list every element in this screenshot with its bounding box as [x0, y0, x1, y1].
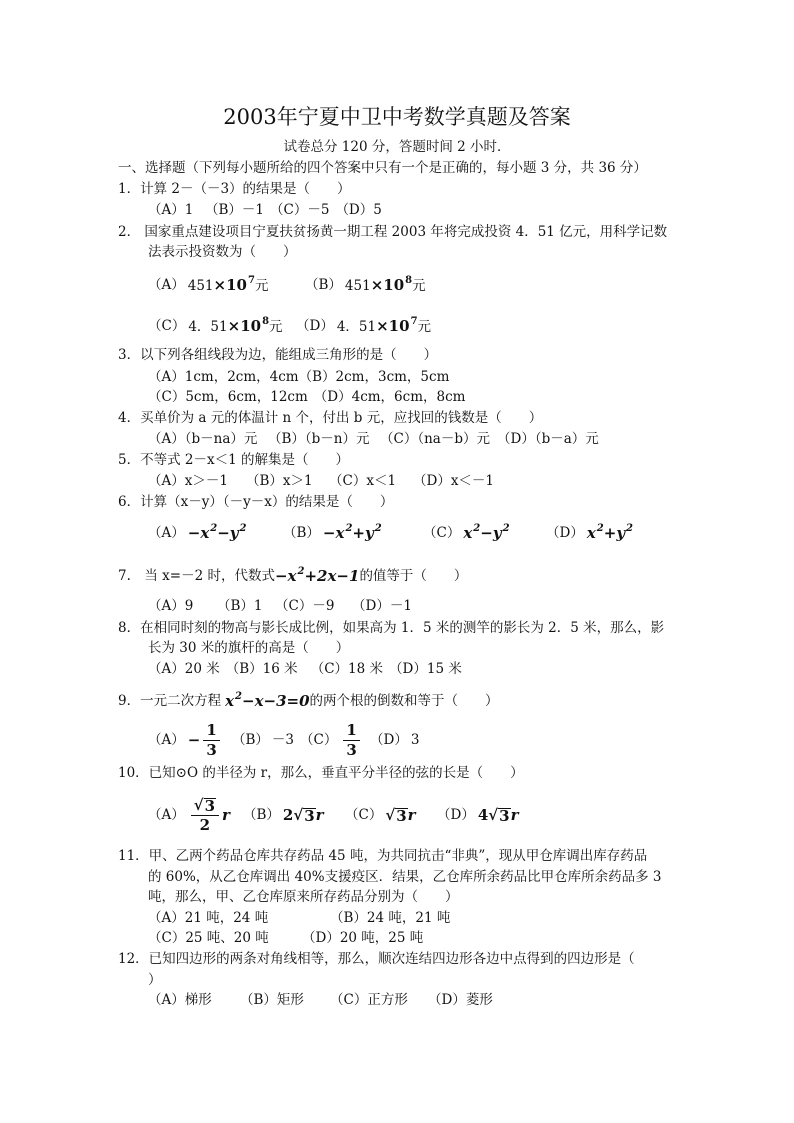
option-c [345, 806, 437, 824]
exponent: 8 [405, 274, 413, 286]
numerator: 1 [203, 722, 219, 741]
square-root [488, 806, 510, 824]
question-9-stem [118, 689, 499, 713]
term-2: +2x−1 [304, 566, 360, 585]
option-a: （A）梯形 [148, 992, 212, 1008]
question-10-options [0, 794, 794, 836]
option-label: （C） [423, 525, 461, 541]
option-a [148, 722, 232, 759]
question-2-stem-line-2: 法表示投资数为（ ） [148, 244, 297, 260]
exponent: 7 [410, 315, 418, 327]
unit: 元 [269, 318, 283, 335]
option-label: （B） [243, 807, 280, 823]
exponent: 2 [502, 522, 510, 534]
option-c: （C）25 吨、20 吨 [148, 930, 269, 946]
term-1: x [586, 523, 596, 542]
power-base: ×10 [213, 275, 247, 294]
question-11-stem-line-2: 的 60%，从乙仓库调出 40%支援疫区．结果，乙仓库所余药品比甲仓库所余药品多 3 [148, 869, 662, 885]
option-d [546, 523, 639, 544]
term-1: −x [322, 523, 345, 542]
option-b [232, 732, 300, 748]
option-label: （D） [296, 318, 334, 334]
term-1: −x [274, 566, 297, 585]
variable: r [510, 806, 519, 824]
square-root [293, 806, 315, 824]
option-expression [587, 523, 633, 544]
option-label: （D） [370, 732, 408, 748]
question-6-options [0, 520, 794, 546]
question-6-stem: 6．计算（x－y）（－y－x）的结果是（ ） [118, 494, 394, 510]
option-d: （D）x＜－1 [413, 473, 495, 489]
option-d: （D）20 吨，25 吨 [302, 930, 424, 946]
exponent: 2 [596, 522, 604, 534]
variable: r [315, 806, 324, 824]
exponent: 8 [262, 315, 270, 327]
term-1: x [463, 523, 473, 542]
option-c: （C）（na－b）元 [380, 431, 490, 447]
denominator: 3 [206, 740, 217, 759]
exponent: 2 [235, 690, 243, 702]
scientific-notation [345, 275, 426, 296]
option-label: （C） [148, 318, 186, 334]
unit: 元 [417, 318, 432, 335]
option-c: （C）x＜1 [329, 473, 397, 489]
algebraic-expression [275, 566, 359, 587]
term-2: +y [603, 523, 626, 542]
power-base: ×10 [370, 275, 405, 294]
radicand: 3 [499, 807, 510, 825]
scientific-notation [188, 316, 282, 337]
option-c: （C）5cm，6cm，12cm [148, 389, 308, 405]
stem-text: 9．一元二次方程 [118, 693, 222, 709]
question-12-stem-line-2: ） [148, 972, 162, 988]
stem-text: 的值等于（ ） [359, 568, 468, 584]
option-b [243, 806, 345, 824]
fraction [203, 722, 219, 759]
numerator: 1 [343, 722, 359, 741]
exponent: 2 [239, 522, 247, 534]
term-2: −x−3=0 [242, 691, 310, 710]
square-root [385, 806, 407, 824]
term-2: +y [352, 523, 374, 542]
option-c: （C）18 米 [310, 661, 384, 677]
denominator: 2 [199, 816, 211, 834]
unit: 元 [254, 277, 269, 294]
equation [225, 691, 309, 712]
term-2: −y [480, 523, 502, 542]
radical-sign: √ [385, 806, 396, 824]
radicand: 3 [304, 807, 315, 825]
option-label: （B） [232, 732, 269, 748]
fraction [191, 796, 219, 834]
question-5-options [0, 473, 794, 489]
option-a: （A）9 [148, 598, 194, 614]
fraction [343, 722, 359, 759]
coefficient: 4 [477, 806, 489, 824]
option-b [283, 523, 423, 544]
question-7-options [0, 598, 794, 614]
exponent: 7 [247, 274, 255, 286]
question-11-options-cd [0, 930, 794, 946]
exponent: 2 [626, 522, 634, 534]
option-d [296, 316, 437, 337]
scientific-notation [188, 275, 269, 296]
radical-sign: √ [488, 806, 499, 824]
question-5-stem: 5．不等式 2－x＜1 的解集是（ ） [118, 452, 349, 468]
option-d: （D）4cm，6cm，8cm [313, 389, 466, 405]
section-heading: 一、选择题（下列每小题所给的四个答案中只有一个是正确的，每小题 3 分，共 36 分） [118, 160, 647, 176]
stem-text: 7. 当 x=－2 时，代数式 [118, 568, 275, 584]
denominator: 3 [346, 740, 357, 759]
option-b: （B）－1 [205, 202, 265, 218]
option-label: （A） [148, 732, 185, 748]
question-11-stem-line-1: 11．甲、乙两个药品仓库共存药品 45 吨，为共同抗击“非典”，现从甲仓库调出库存药品 [118, 848, 648, 864]
option-d: （D）－1 [352, 598, 412, 614]
radical-sign: √ [193, 796, 204, 814]
option-b: （B）（b－n）元 [268, 431, 370, 447]
term-2: −y [217, 523, 239, 542]
question-1-stem: 1．计算 2－（－3）的结果是（ ） [118, 181, 351, 197]
question-3-options-cd [0, 389, 794, 405]
option-label: （B） [305, 277, 342, 293]
option-b: （B）2cm，3cm，5cm [298, 369, 450, 385]
question-2-stem-line-1: 2． 国家重点建设项目宁夏扶贫扬黄一期工程 2003 年将完成投资 4．51 亿元，用科学记数 [118, 224, 668, 240]
option-b: （B）16 米 [225, 661, 298, 677]
option-b [305, 275, 432, 296]
option-d [370, 732, 425, 748]
option-label: （D） [546, 525, 584, 541]
option-expression [463, 523, 509, 544]
option-d [437, 806, 524, 824]
square-root [194, 796, 216, 814]
option-a: （A）1cm，2cm，4cm [148, 369, 299, 385]
question-2-options-cd [0, 313, 794, 339]
option-expression [323, 523, 382, 544]
question-1-options [0, 202, 794, 218]
option-a [148, 523, 283, 544]
coefficient: 451 [344, 277, 371, 294]
option-a [148, 275, 305, 296]
option-c: （C）正方形 [330, 992, 408, 1008]
option-a: （A）（b－na）元 [148, 431, 258, 447]
coefficient: 2 [282, 806, 294, 824]
option-label: （D） [437, 807, 475, 823]
minus-sign: − [187, 731, 201, 749]
question-11-options-ab [0, 910, 794, 926]
question-11-stem-line-3: 吨，那么，甲、乙仓库原来所存药品分别为（ ） [148, 889, 459, 905]
option-label: （A） [148, 277, 185, 293]
question-4-stem: 4．买单价为 a 元的体温计 n 个，付出 b 元，应找回的钱数是（ ） [118, 410, 543, 426]
variable: r [222, 806, 230, 824]
exponent: 2 [473, 522, 481, 534]
stem-text: 的两个根的倒数和等于（ ） [309, 693, 499, 709]
option-c [423, 523, 546, 544]
exponent: 2 [210, 522, 218, 534]
option-d: （D）15 米 [389, 661, 462, 677]
option-b: （B）1 [217, 598, 263, 614]
option-c: （C）－9 [275, 598, 335, 614]
option-b: （B）24 吨，21 吨 [330, 910, 451, 926]
option-b: （B）x＞1 [246, 473, 313, 489]
question-4-options [0, 431, 794, 447]
coefficient: 4．51 [336, 318, 377, 335]
radical-sign: √ [293, 806, 304, 824]
option-label: （B） [283, 525, 320, 541]
exponent: 2 [297, 565, 305, 577]
question-8-stem-line-2: 长为 30 米的旗杆的高是（ ） [148, 640, 350, 656]
option-label: （A） [148, 807, 185, 823]
option-c: （C）－5 [270, 202, 330, 218]
option-label: （C） [300, 732, 338, 748]
question-2-options-ab [0, 272, 794, 298]
question-9-options [0, 720, 794, 760]
coefficient: 4．51 [188, 318, 228, 335]
question-12-stem-line-1: 12．已知四边形的两条对角线相等，那么，顺次连结四边形各边中点得到的四边形是（ [118, 951, 635, 967]
question-3-stem: 3．以下列各组线段为边，能组成三角形的是（ ） [118, 347, 438, 363]
option-value: －3 [271, 732, 295, 748]
radicand: 3 [396, 807, 407, 825]
question-7-stem [118, 564, 467, 588]
question-8-options [0, 661, 794, 677]
term-1: x [225, 691, 235, 710]
page-title: 2003年宁夏中卫中考数学真题及答案 [223, 105, 571, 129]
radicand: 3 [204, 797, 216, 815]
option-a: （A）21 吨，24 吨 [148, 910, 269, 926]
option-expression [188, 523, 247, 544]
option-a: （A）20 米 [148, 661, 220, 677]
term-1: −x [187, 523, 210, 542]
option-label: （A） [148, 525, 185, 541]
question-12-options [0, 992, 794, 1008]
option-d: （D）5 [335, 202, 382, 218]
exponent: 2 [374, 522, 382, 534]
option-c [300, 722, 370, 759]
coefficient: 451 [187, 277, 214, 294]
question-8-stem-line-1: 8．在相同时刻的物高与影长成比例，如果高为 1．5 米的测竿的影长为 2．5 米，那么，影 [118, 620, 665, 636]
option-label: （C） [345, 807, 383, 823]
question-10-stem: 10．已知⊙O 的半径为 r，那么，垂直平分半径的弦的长是（ ） [118, 765, 524, 781]
scientific-notation [337, 316, 431, 337]
unit: 元 [412, 277, 426, 294]
exam-info: 试卷总分 120 分，答题时间 2 小时． [283, 139, 511, 155]
numerator [191, 796, 219, 816]
option-b: （B）矩形 [240, 992, 304, 1008]
power-base: ×10 [227, 316, 262, 335]
option-a: （A）x＞－1 [148, 473, 228, 489]
option-a [148, 796, 243, 834]
question-3-options-ab [0, 369, 794, 385]
option-d: （D）（b－a）元 [497, 431, 599, 447]
option-a: （A）1 [148, 202, 194, 218]
option-value: 3 [410, 732, 420, 748]
option-c [148, 316, 296, 337]
variable: r [407, 806, 416, 824]
power-base: ×10 [376, 316, 410, 335]
option-d: （D）菱形 [428, 992, 493, 1008]
exponent: 2 [345, 522, 353, 534]
